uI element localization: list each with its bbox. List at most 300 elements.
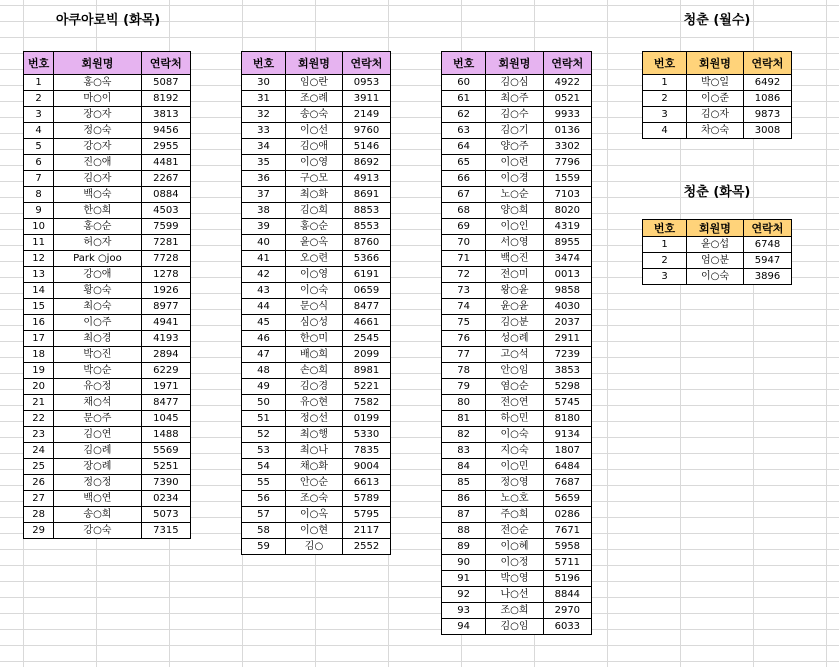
cell-name[interactable]: 최○화 [286, 187, 343, 203]
cell-name[interactable]: 안○순 [286, 475, 343, 491]
cell-contact[interactable]: 6613 [343, 475, 391, 491]
cell-name[interactable]: 장○자 [54, 107, 142, 123]
cell-contact[interactable]: 7281 [141, 235, 190, 251]
cell-name[interactable]: 홍○순 [54, 219, 142, 235]
cell-no[interactable]: 61 [442, 91, 486, 107]
cell-no[interactable]: 84 [442, 459, 486, 475]
cell-contact[interactable]: 5073 [141, 507, 190, 523]
cell-contact[interactable]: 2894 [141, 347, 190, 363]
cell-name[interactable]: 이○정 [486, 555, 543, 571]
cell-name[interactable]: 최○숙 [54, 299, 142, 315]
cell-no[interactable]: 40 [242, 235, 286, 251]
cell-no[interactable]: 39 [242, 219, 286, 235]
cell-name[interactable]: 구○모 [286, 171, 343, 187]
cell-no[interactable]: 6 [24, 155, 54, 171]
cell-contact[interactable]: 4503 [141, 203, 190, 219]
cell-name[interactable]: 최○나 [286, 443, 343, 459]
cell-contact[interactable]: 0521 [543, 91, 591, 107]
cell-no[interactable]: 49 [242, 379, 286, 395]
cell-name[interactable]: 최○주 [486, 91, 543, 107]
cell-no[interactable]: 79 [442, 379, 486, 395]
cell-contact[interactable]: 8020 [543, 203, 591, 219]
cell-contact[interactable]: 7390 [141, 475, 190, 491]
cell-no[interactable]: 82 [442, 427, 486, 443]
cell-no[interactable]: 75 [442, 315, 486, 331]
cell-name[interactable]: 마○이 [54, 91, 142, 107]
cell-contact[interactable]: 2911 [543, 331, 591, 347]
cell-name[interactable]: 정○선 [286, 411, 343, 427]
cell-contact[interactable]: 4481 [141, 155, 190, 171]
cell-name[interactable]: 김○연 [54, 427, 142, 443]
cell-name[interactable]: 강○숙 [54, 523, 142, 539]
cell-no[interactable]: 16 [24, 315, 54, 331]
cell-contact[interactable]: 1086 [744, 91, 792, 107]
cell-name[interactable]: 정○정 [54, 475, 142, 491]
cell-name[interactable]: 이○련 [486, 155, 543, 171]
cell-no[interactable]: 1 [643, 75, 687, 91]
cell-no[interactable]: 4 [643, 123, 687, 139]
cell-no[interactable]: 63 [442, 123, 486, 139]
cell-no[interactable]: 8 [24, 187, 54, 203]
cell-no[interactable]: 35 [242, 155, 286, 171]
cell-name[interactable]: 노○순 [486, 187, 543, 203]
cell-contact[interactable]: 7796 [543, 155, 591, 171]
cell-name[interactable]: 홍○옥 [54, 75, 142, 91]
cell-name[interactable]: 조○희 [486, 603, 543, 619]
cell-contact[interactable]: 4941 [141, 315, 190, 331]
cell-contact[interactable]: 2955 [141, 139, 190, 155]
cell-contact[interactable]: 2552 [343, 539, 391, 555]
cell-no[interactable]: 57 [242, 507, 286, 523]
cell-name[interactable]: 조○례 [286, 91, 343, 107]
cell-no[interactable]: 93 [442, 603, 486, 619]
cell-no[interactable]: 60 [442, 75, 486, 91]
cell-contact[interactable]: 7315 [141, 523, 190, 539]
cell-name[interactable]: 왕○윤 [486, 283, 543, 299]
cell-no[interactable]: 59 [242, 539, 286, 555]
cell-contact[interactable]: 2037 [543, 315, 591, 331]
cell-contact[interactable]: 4193 [141, 331, 190, 347]
cell-no[interactable]: 30 [242, 75, 286, 91]
cell-contact[interactable]: 7687 [543, 475, 591, 491]
cell-contact[interactable]: 1971 [141, 379, 190, 395]
cell-contact[interactable]: 2545 [343, 331, 391, 347]
cell-name[interactable]: 이○영 [286, 155, 343, 171]
cell-contact[interactable]: 9873 [744, 107, 792, 123]
cell-name[interactable]: 임○란 [286, 75, 343, 91]
cell-name[interactable]: 박○순 [54, 363, 142, 379]
cell-no[interactable]: 22 [24, 411, 54, 427]
cell-no[interactable]: 67 [442, 187, 486, 203]
cell-no[interactable]: 65 [442, 155, 486, 171]
cell-no[interactable]: 52 [242, 427, 286, 443]
cell-no[interactable]: 12 [24, 251, 54, 267]
cell-contact[interactable]: 3474 [543, 251, 591, 267]
cell-no[interactable]: 46 [242, 331, 286, 347]
cell-no[interactable]: 77 [442, 347, 486, 363]
cell-name[interactable]: 송○희 [54, 507, 142, 523]
cell-contact[interactable]: 5958 [543, 539, 591, 555]
cell-no[interactable]: 3 [24, 107, 54, 123]
cell-no[interactable]: 66 [442, 171, 486, 187]
cell-name[interactable]: 하○민 [486, 411, 543, 427]
cell-name[interactable]: 이○선 [286, 123, 343, 139]
cell-no[interactable]: 5 [24, 139, 54, 155]
cell-contact[interactable]: 4661 [343, 315, 391, 331]
cell-contact[interactable]: 1807 [543, 443, 591, 459]
cell-no[interactable]: 78 [442, 363, 486, 379]
cell-name[interactable]: 허○자 [54, 235, 142, 251]
cell-no[interactable]: 53 [242, 443, 286, 459]
cell-no[interactable]: 51 [242, 411, 286, 427]
cell-no[interactable]: 29 [24, 523, 54, 539]
cell-no[interactable]: 83 [442, 443, 486, 459]
cell-no[interactable]: 76 [442, 331, 486, 347]
cell-no[interactable]: 50 [242, 395, 286, 411]
cell-name[interactable]: 이○옥 [286, 507, 343, 523]
cell-contact[interactable]: 7835 [343, 443, 391, 459]
cell-contact[interactable]: 6492 [744, 75, 792, 91]
cell-name[interactable]: 이○주 [54, 315, 142, 331]
cell-name[interactable]: 강○애 [54, 267, 142, 283]
cell-name[interactable]: 장○례 [54, 459, 142, 475]
cell-no[interactable]: 55 [242, 475, 286, 491]
cell-contact[interactable]: 3302 [543, 139, 591, 155]
cell-name[interactable]: 송○숙 [286, 107, 343, 123]
cell-no[interactable]: 92 [442, 587, 486, 603]
cell-name[interactable]: 조○숙 [286, 491, 343, 507]
cell-name[interactable]: 윤○윤 [486, 299, 543, 315]
cell-name[interactable]: 정○숙 [54, 123, 142, 139]
cell-name[interactable]: 김○분 [486, 315, 543, 331]
cell-contact[interactable]: 2149 [343, 107, 391, 123]
cell-contact[interactable]: 8853 [343, 203, 391, 219]
cell-no[interactable]: 17 [24, 331, 54, 347]
cell-contact[interactable]: 9456 [141, 123, 190, 139]
cell-no[interactable]: 25 [24, 459, 54, 475]
cell-name[interactable]: 백○연 [54, 491, 142, 507]
cell-no[interactable]: 47 [242, 347, 286, 363]
cell-no[interactable]: 70 [442, 235, 486, 251]
cell-no[interactable]: 48 [242, 363, 286, 379]
cell-name[interactable]: 엄○분 [687, 253, 744, 269]
cell-contact[interactable]: 8844 [543, 587, 591, 603]
cell-contact[interactable]: 3896 [744, 269, 792, 285]
cell-no[interactable]: 72 [442, 267, 486, 283]
cell-no[interactable]: 87 [442, 507, 486, 523]
cell-no[interactable]: 2 [24, 91, 54, 107]
cell-name[interactable]: 이○영 [286, 267, 343, 283]
cell-name[interactable]: 진○애 [54, 155, 142, 171]
cell-no[interactable]: 3 [643, 269, 687, 285]
cell-no[interactable]: 23 [24, 427, 54, 443]
cell-contact[interactable]: 6484 [543, 459, 591, 475]
cell-no[interactable]: 45 [242, 315, 286, 331]
cell-no[interactable]: 14 [24, 283, 54, 299]
cell-name[interactable]: 양○주 [486, 139, 543, 155]
cell-no[interactable]: 11 [24, 235, 54, 251]
cell-name[interactable]: 김○자 [54, 171, 142, 187]
cell-name[interactable]: 황○숙 [54, 283, 142, 299]
cell-name[interactable]: 성○례 [486, 331, 543, 347]
cell-no[interactable]: 9 [24, 203, 54, 219]
cell-no[interactable]: 43 [242, 283, 286, 299]
cell-contact[interactable]: 7582 [343, 395, 391, 411]
cell-contact[interactable]: 5569 [141, 443, 190, 459]
cell-no[interactable]: 85 [442, 475, 486, 491]
cell-contact[interactable]: 6229 [141, 363, 190, 379]
cell-name[interactable]: 문○식 [286, 299, 343, 315]
cell-name[interactable]: 손○희 [286, 363, 343, 379]
cell-no[interactable]: 38 [242, 203, 286, 219]
cell-name[interactable]: 이○인 [486, 219, 543, 235]
cell-no[interactable]: 7 [24, 171, 54, 187]
cell-name[interactable]: 나○선 [486, 587, 543, 603]
cell-name[interactable]: 유○정 [54, 379, 142, 395]
cell-no[interactable]: 19 [24, 363, 54, 379]
cell-name[interactable]: 이○경 [486, 171, 543, 187]
cell-contact[interactable]: 5146 [343, 139, 391, 155]
cell-contact[interactable]: 5711 [543, 555, 591, 571]
cell-contact[interactable]: 7728 [141, 251, 190, 267]
cell-contact[interactable]: 8180 [543, 411, 591, 427]
cell-contact[interactable]: 8981 [343, 363, 391, 379]
cell-name[interactable]: 한○미 [286, 331, 343, 347]
cell-contact[interactable]: 8760 [343, 235, 391, 251]
cell-no[interactable]: 58 [242, 523, 286, 539]
cell-name[interactable]: 양○희 [486, 203, 543, 219]
cell-no[interactable]: 13 [24, 267, 54, 283]
cell-contact[interactable]: 5659 [543, 491, 591, 507]
cell-contact[interactable]: 8692 [343, 155, 391, 171]
cell-name[interactable]: 염○순 [486, 379, 543, 395]
cell-contact[interactable]: 3911 [343, 91, 391, 107]
cell-name[interactable]: 채○화 [286, 459, 343, 475]
cell-name[interactable]: 김○임 [486, 619, 543, 635]
cell-contact[interactable]: 4319 [543, 219, 591, 235]
cell-no[interactable]: 44 [242, 299, 286, 315]
cell-no[interactable]: 36 [242, 171, 286, 187]
cell-no[interactable]: 42 [242, 267, 286, 283]
cell-contact[interactable]: 7103 [543, 187, 591, 203]
cell-no[interactable]: 33 [242, 123, 286, 139]
cell-contact[interactable]: 2099 [343, 347, 391, 363]
cell-contact[interactable]: 5745 [543, 395, 591, 411]
cell-contact[interactable]: 5330 [343, 427, 391, 443]
cell-no[interactable]: 74 [442, 299, 486, 315]
cell-name[interactable]: 윤○옥 [286, 235, 343, 251]
cell-no[interactable]: 81 [442, 411, 486, 427]
cell-contact[interactable]: 8955 [543, 235, 591, 251]
cell-no[interactable]: 32 [242, 107, 286, 123]
cell-name[interactable]: 박○일 [687, 75, 744, 91]
cell-contact[interactable]: 0884 [141, 187, 190, 203]
cell-no[interactable]: 68 [442, 203, 486, 219]
cell-name[interactable]: 이○혜 [486, 539, 543, 555]
cell-name[interactable]: 김○애 [286, 139, 343, 155]
cell-name[interactable]: 문○주 [54, 411, 142, 427]
cell-name[interactable]: 홍○순 [286, 219, 343, 235]
cell-contact[interactable]: 1559 [543, 171, 591, 187]
cell-name[interactable]: 윤○섭 [687, 237, 744, 253]
cell-name[interactable]: 김○희 [286, 203, 343, 219]
cell-name[interactable]: 서○영 [486, 235, 543, 251]
cell-contact[interactable]: 5196 [543, 571, 591, 587]
cell-contact[interactable]: 7599 [141, 219, 190, 235]
cell-no[interactable]: 2 [643, 91, 687, 107]
cell-name[interactable]: 정○영 [486, 475, 543, 491]
cell-name[interactable]: 배○희 [286, 347, 343, 363]
cell-name[interactable]: 안○임 [486, 363, 543, 379]
cell-contact[interactable]: 4030 [543, 299, 591, 315]
cell-no[interactable]: 94 [442, 619, 486, 635]
cell-contact[interactable]: 5947 [744, 253, 792, 269]
cell-name[interactable]: 전○연 [486, 395, 543, 411]
cell-name[interactable]: 주○희 [486, 507, 543, 523]
cell-name[interactable]: 이○민 [486, 459, 543, 475]
cell-no[interactable]: 80 [442, 395, 486, 411]
cell-contact[interactable]: 6191 [343, 267, 391, 283]
cell-contact[interactable]: 5366 [343, 251, 391, 267]
cell-contact[interactable]: 5221 [343, 379, 391, 395]
cell-name[interactable]: 오○련 [286, 251, 343, 267]
cell-no[interactable]: 15 [24, 299, 54, 315]
cell-name[interactable]: 강○자 [54, 139, 142, 155]
cell-contact[interactable]: 8477 [141, 395, 190, 411]
cell-no[interactable]: 91 [442, 571, 486, 587]
cell-contact[interactable]: 8477 [343, 299, 391, 315]
cell-contact[interactable]: 8192 [141, 91, 190, 107]
cell-no[interactable]: 18 [24, 347, 54, 363]
cell-no[interactable]: 41 [242, 251, 286, 267]
cell-contact[interactable]: 8691 [343, 187, 391, 203]
cell-contact[interactable]: 5087 [141, 75, 190, 91]
cell-name[interactable]: 지○숙 [486, 443, 543, 459]
cell-no[interactable]: 89 [442, 539, 486, 555]
cell-no[interactable]: 27 [24, 491, 54, 507]
cell-contact[interactable]: 9134 [543, 427, 591, 443]
cell-no[interactable]: 3 [643, 107, 687, 123]
cell-contact[interactable]: 7239 [543, 347, 591, 363]
cell-contact[interactable]: 2117 [343, 523, 391, 539]
cell-name[interactable]: 김○자 [687, 107, 744, 123]
cell-no[interactable]: 86 [442, 491, 486, 507]
cell-name[interactable]: 차○숙 [687, 123, 744, 139]
cell-contact[interactable]: 0199 [343, 411, 391, 427]
cell-contact[interactable]: 0659 [343, 283, 391, 299]
cell-contact[interactable]: 0953 [343, 75, 391, 91]
cell-name[interactable]: 이○현 [286, 523, 343, 539]
cell-contact[interactable]: 0286 [543, 507, 591, 523]
cell-contact[interactable]: 5251 [141, 459, 190, 475]
cell-contact[interactable]: 8553 [343, 219, 391, 235]
cell-name[interactable]: 김○수 [486, 107, 543, 123]
cell-name[interactable]: 이○준 [687, 91, 744, 107]
cell-name[interactable]: 한○희 [54, 203, 142, 219]
cell-contact[interactable]: 9760 [343, 123, 391, 139]
cell-no[interactable]: 1 [643, 237, 687, 253]
cell-no[interactable]: 64 [442, 139, 486, 155]
cell-no[interactable]: 31 [242, 91, 286, 107]
cell-contact[interactable]: 3008 [744, 123, 792, 139]
cell-contact[interactable]: 6748 [744, 237, 792, 253]
cell-no[interactable]: 71 [442, 251, 486, 267]
cell-no[interactable]: 1 [24, 75, 54, 91]
cell-contact[interactable]: 1278 [141, 267, 190, 283]
cell-no[interactable]: 10 [24, 219, 54, 235]
cell-name[interactable]: 김○ [286, 539, 343, 555]
cell-name[interactable]: 고○석 [486, 347, 543, 363]
cell-contact[interactable]: 0136 [543, 123, 591, 139]
cell-name[interactable]: 박○영 [486, 571, 543, 587]
cell-name[interactable]: 채○석 [54, 395, 142, 411]
cell-name[interactable]: 이○숙 [286, 283, 343, 299]
cell-no[interactable]: 56 [242, 491, 286, 507]
cell-contact[interactable]: 1045 [141, 411, 190, 427]
cell-no[interactable]: 34 [242, 139, 286, 155]
cell-no[interactable]: 54 [242, 459, 286, 475]
cell-no[interactable]: 37 [242, 187, 286, 203]
cell-name[interactable]: 김○심 [486, 75, 543, 91]
cell-contact[interactable]: 5789 [343, 491, 391, 507]
cell-contact[interactable]: 6033 [543, 619, 591, 635]
cell-no[interactable]: 90 [442, 555, 486, 571]
cell-no[interactable]: 62 [442, 107, 486, 123]
cell-name[interactable]: 백○숙 [54, 187, 142, 203]
cell-no[interactable]: 69 [442, 219, 486, 235]
cell-name[interactable]: 김○경 [286, 379, 343, 395]
cell-contact[interactable]: 9933 [543, 107, 591, 123]
cell-contact[interactable]: 8977 [141, 299, 190, 315]
cell-no[interactable]: 73 [442, 283, 486, 299]
cell-name[interactable]: 전○미 [486, 267, 543, 283]
cell-contact[interactable]: 9858 [543, 283, 591, 299]
cell-name[interactable]: 심○성 [286, 315, 343, 331]
cell-name[interactable]: Park ○joo [54, 251, 142, 267]
cell-contact[interactable]: 3853 [543, 363, 591, 379]
cell-no[interactable]: 26 [24, 475, 54, 491]
cell-name[interactable]: 김○기 [486, 123, 543, 139]
cell-contact[interactable]: 4913 [343, 171, 391, 187]
cell-name[interactable]: 백○진 [486, 251, 543, 267]
cell-contact[interactable]: 1488 [141, 427, 190, 443]
cell-name[interactable]: 노○호 [486, 491, 543, 507]
cell-contact[interactable]: 5795 [343, 507, 391, 523]
cell-no[interactable]: 24 [24, 443, 54, 459]
cell-contact[interactable]: 1926 [141, 283, 190, 299]
cell-contact[interactable]: 7671 [543, 523, 591, 539]
cell-name[interactable]: 전○순 [486, 523, 543, 539]
cell-no[interactable]: 21 [24, 395, 54, 411]
cell-no[interactable]: 88 [442, 523, 486, 539]
cell-contact[interactable]: 9004 [343, 459, 391, 475]
cell-no[interactable]: 2 [643, 253, 687, 269]
cell-name[interactable]: 이○숙 [486, 427, 543, 443]
cell-no[interactable]: 28 [24, 507, 54, 523]
cell-contact[interactable]: 2970 [543, 603, 591, 619]
cell-contact[interactable]: 4922 [543, 75, 591, 91]
cell-name[interactable]: 최○경 [54, 331, 142, 347]
cell-name[interactable]: 김○례 [54, 443, 142, 459]
cell-name[interactable]: 최○행 [286, 427, 343, 443]
cell-contact[interactable]: 3813 [141, 107, 190, 123]
cell-contact[interactable]: 0013 [543, 267, 591, 283]
cell-no[interactable]: 4 [24, 123, 54, 139]
cell-contact[interactable]: 5298 [543, 379, 591, 395]
cell-no[interactable]: 20 [24, 379, 54, 395]
cell-name[interactable]: 박○진 [54, 347, 142, 363]
cell-name[interactable]: 유○현 [286, 395, 343, 411]
